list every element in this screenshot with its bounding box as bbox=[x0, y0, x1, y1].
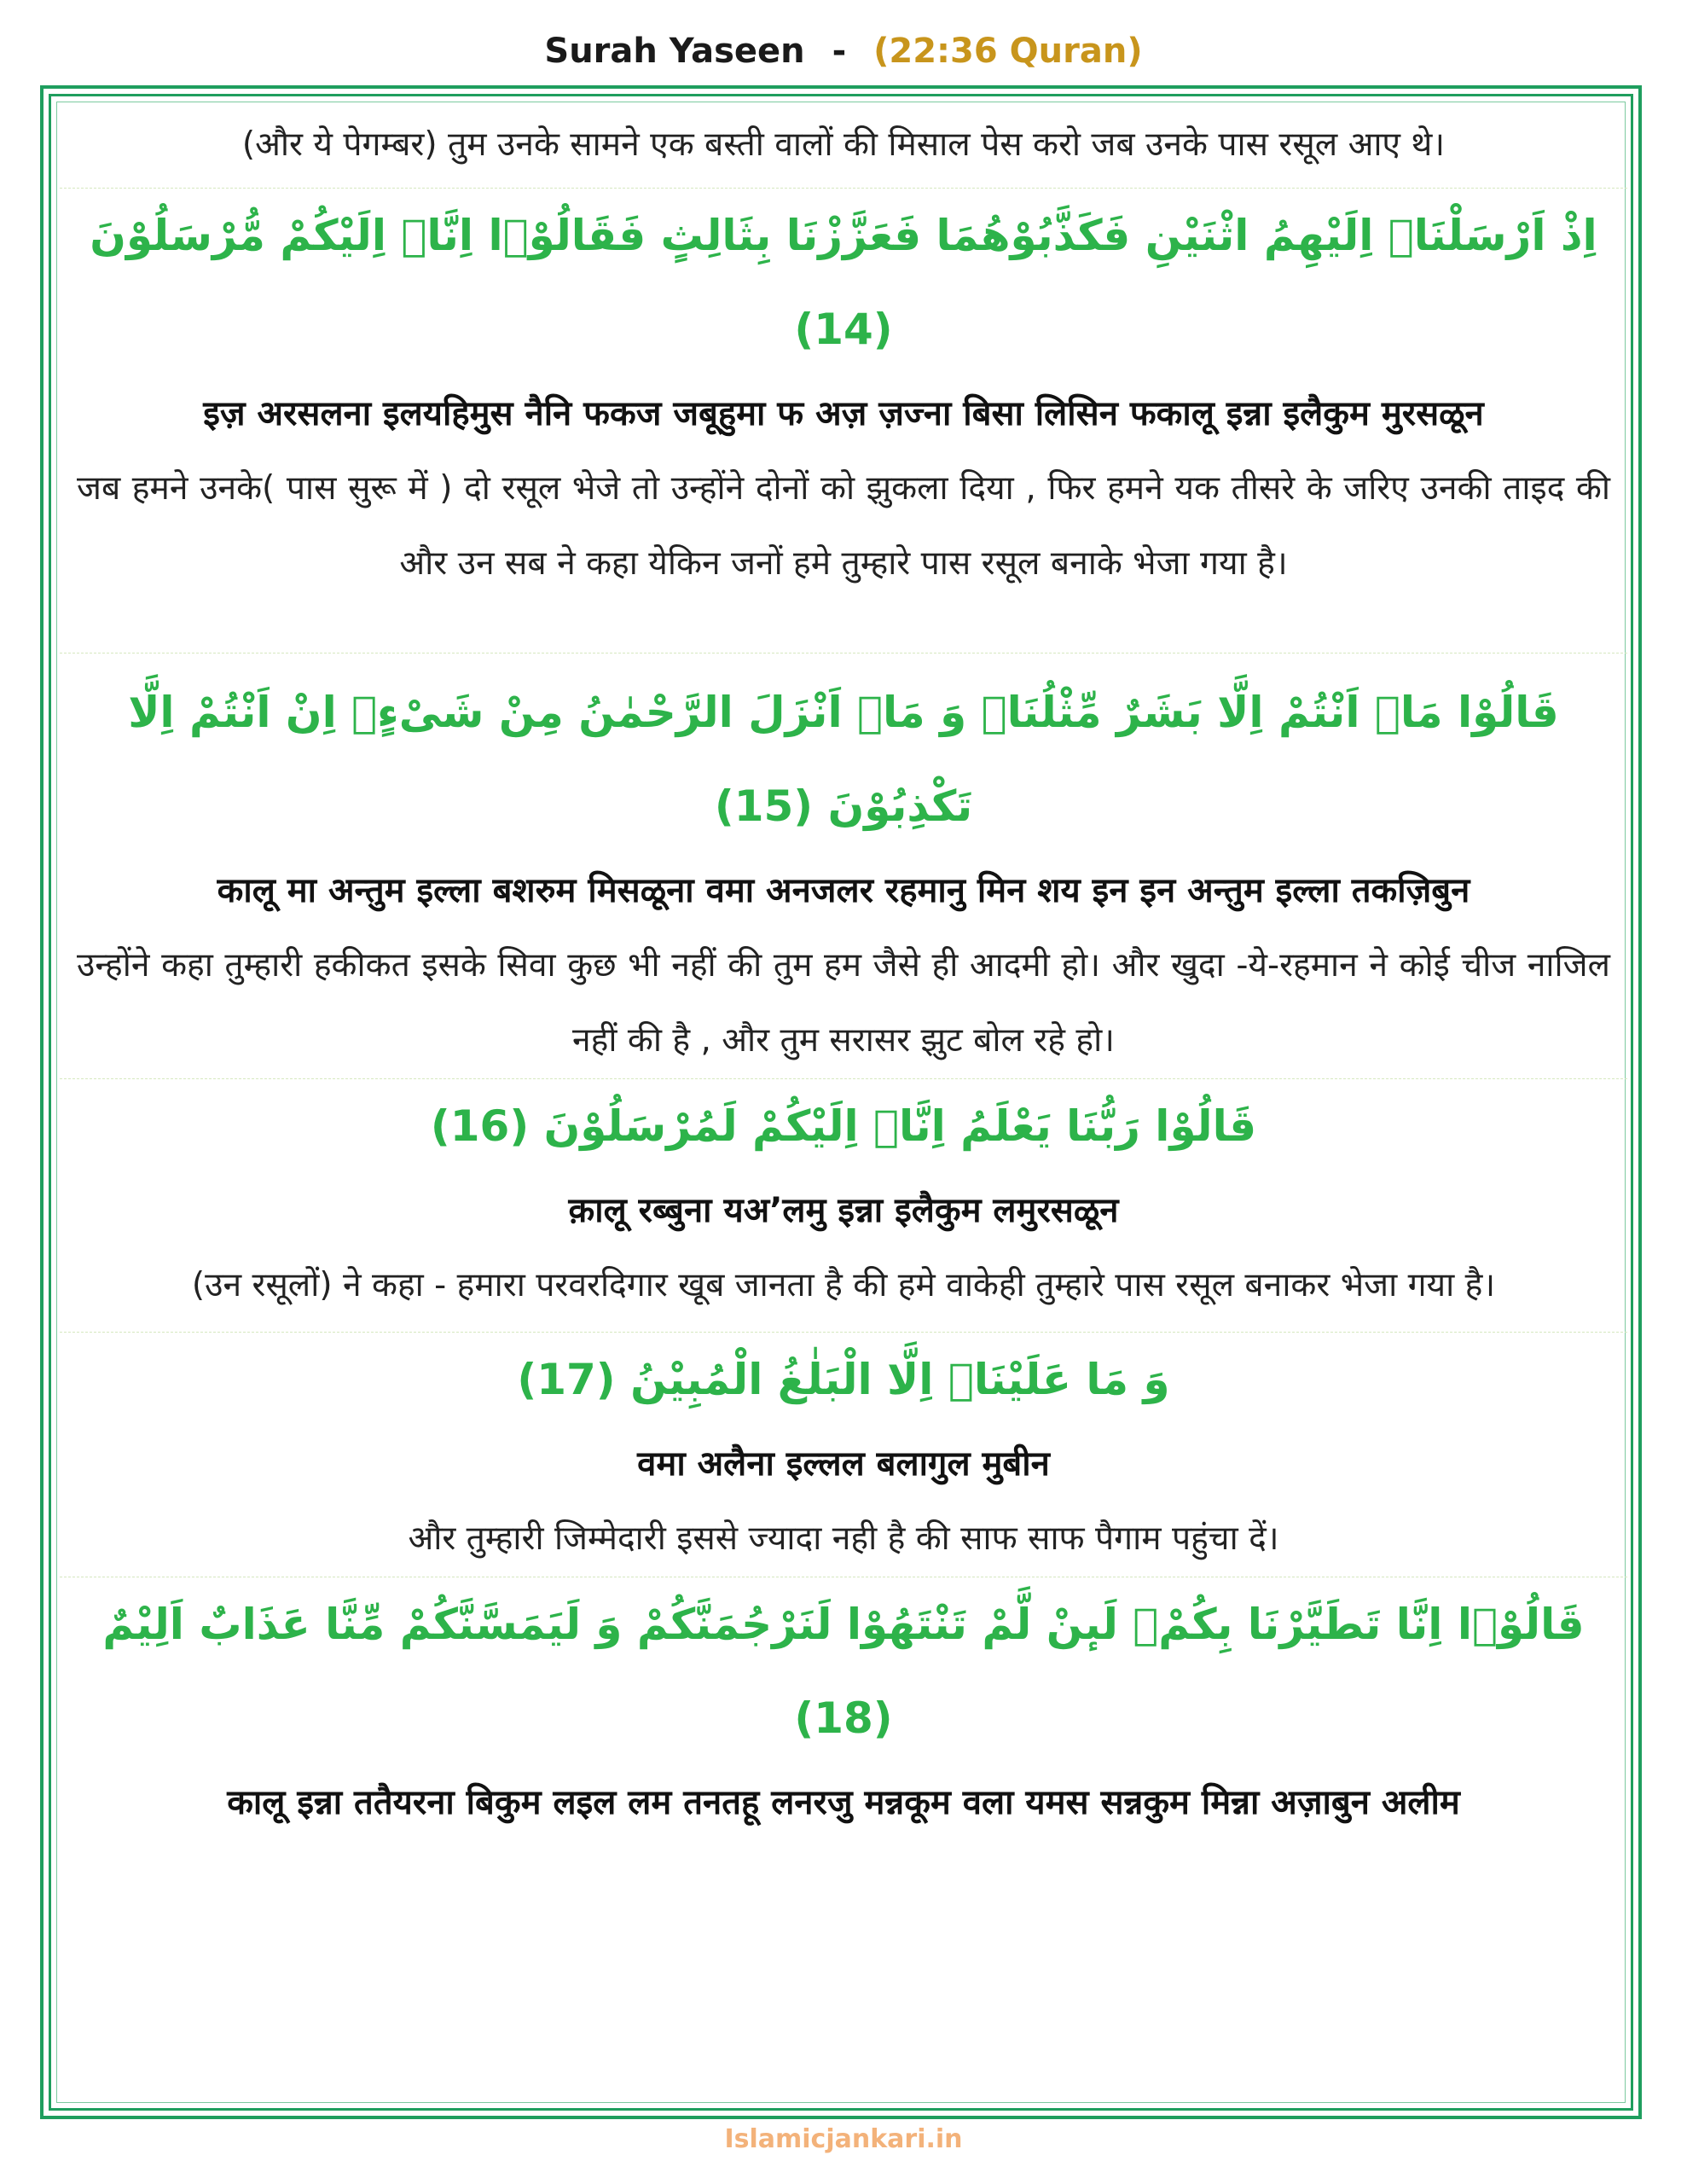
verse-transliteration: कालू मा अन्तुम इल्ला बशरुम मिसळूना वमा अनजलर रहमानु मिन शय इन इन अन्तुम इल्ला तकज़िबुन bbox=[217, 871, 1470, 910]
verse-transliteration: वमा अलैना इल्लल बलागुल मुबीन bbox=[637, 1444, 1050, 1484]
verse-arabic bbox=[77, 1079, 1610, 1173]
verse-arabic bbox=[77, 665, 1610, 853]
verse-arabic bbox=[77, 1577, 1610, 1765]
verse-transliteration: इज़ अरसलना इलयहिमुस नैनि फकज जबूहुमा फ अज़ ज़ज्ना बिसा लिसिन फकालू इन्ना इलैकुम मुरसळून bbox=[203, 394, 1484, 433]
verse-transliteration: कालू इन्ना ततैयरना बिकुम लइल लम तनतहू लनरजु मन्नकूम वला यमस सन्नकुम मिन्ना अज़ाबुन अलीम bbox=[227, 1783, 1460, 1822]
intro-block bbox=[77, 107, 1610, 188]
verse-meaning: उन्होंने कहा तुम्हारी हकीकत इसके सिवा कुछ भी नहीं की तुम हम जैसे ही आदमी हो। और खुदा -ये-रहमान ने कोई चीज नाजिल नहीं की है , और तुम सरासर झुट बोल रहे हो। bbox=[77, 946, 1610, 1060]
verse-number: (16) bbox=[430, 1101, 530, 1151]
title-separator: - bbox=[832, 32, 847, 71]
verse-number: (15) bbox=[714, 781, 814, 831]
verse-meaning: जब हमने उनके( पास सुरू में ) दो रसूल भेजे तो उन्होंने दोनों को झुकला दिया , फिर हमने यक तीसरे के जरिए उनकी ताइद की और उन सब ने कहा येकिन जनों हमे तुम्हारे पास रसूल बनाके भेजा गया है। bbox=[77, 469, 1610, 583]
arabic-text: قَالُوْا رَبُّنَا یَعْلَمُ اِنَّاۤ اِلَیْكُمْ لَمُرْسَلُوْنَ bbox=[543, 1101, 1257, 1151]
arabic-text: قَالُوْا مَاۤ اَنْتُمْ اِلَّا بَشَرٌ مِّثْلُنَاۙ وَ مَاۤ اَنْزَلَ الرَّحْمٰنُ مِنْ شَیْءٍۙ اِنْ اَنْتُمْ اِلَّا تَكْذِبُوْنَ bbox=[128, 688, 1559, 831]
verse-meaning: और तुम्हारी जिम्मेदारी इससे ज्यादा नही है की साफ साफ पैगाम पहुंचा दें। bbox=[408, 1519, 1279, 1558]
verse-16 bbox=[77, 1079, 1610, 1332]
intro-meaning: (और ये पेगम्बर) तुम उनके सामने एक बस्ती वालों की मिसाल पेस करो जब उनके पास रसूल आए थे। bbox=[241, 125, 1446, 164]
verse-number: (14) bbox=[794, 305, 893, 354]
surah-title: Surah Yaseen bbox=[544, 32, 805, 71]
verse-14 bbox=[77, 189, 1610, 653]
verse-arabic bbox=[77, 189, 1610, 376]
verse-arabic bbox=[77, 1333, 1610, 1426]
verse-content bbox=[77, 107, 1610, 1840]
arabic-text: وَ مَا عَلَیْنَاۤ اِلَّا الْبَلٰغُ الْمُبِیْنُ bbox=[630, 1355, 1170, 1404]
site-footer: Islamicjankari.in bbox=[724, 2124, 963, 2154]
verse-number: (17) bbox=[517, 1355, 616, 1404]
quran-reference: (22:36 Quran) bbox=[873, 32, 1143, 71]
arabic-text: قَالُوْۤا اِنَّا تَطَیَّرْنَا بِكُمْۚ لَىٕنْ لَّمْ تَنْتَهُوْا لَنَرْجُمَنَّكُمْ وَ لَیَمَسَّنَّكُمْ مِّنَّا عَذَابٌ اَلِیْمٌ bbox=[102, 1600, 1585, 1649]
verse-18 bbox=[77, 1577, 1610, 1840]
verse-meaning: (उन रसूलों) ने कहा - हमारा परवरदिगार खूब जानता है की हमे वाकेही तुम्हारे पास रसूल बनाकर भेजा गया है। bbox=[191, 1266, 1496, 1304]
verse-number: (18) bbox=[794, 1693, 893, 1743]
arabic-text: اِذْ اَرْسَلْنَاۤ اِلَیْهِمُ اثْنَیْنِ فَكَذَّبُوْهُمَا فَعَزَّزْنَا بِثَالِثٍ فَقَالُوْۤا اِنَّاۤ اِلَیْكُمْ مُّرْسَلُوْنَ bbox=[90, 211, 1597, 260]
verse-15 bbox=[77, 653, 1610, 1078]
page-header bbox=[0, 26, 1687, 77]
verse-17 bbox=[77, 1333, 1610, 1577]
verse-transliteration: क़ालू रब्बुना यअ’लमु इन्ना इलैकुम लमुरसळून bbox=[568, 1191, 1119, 1230]
